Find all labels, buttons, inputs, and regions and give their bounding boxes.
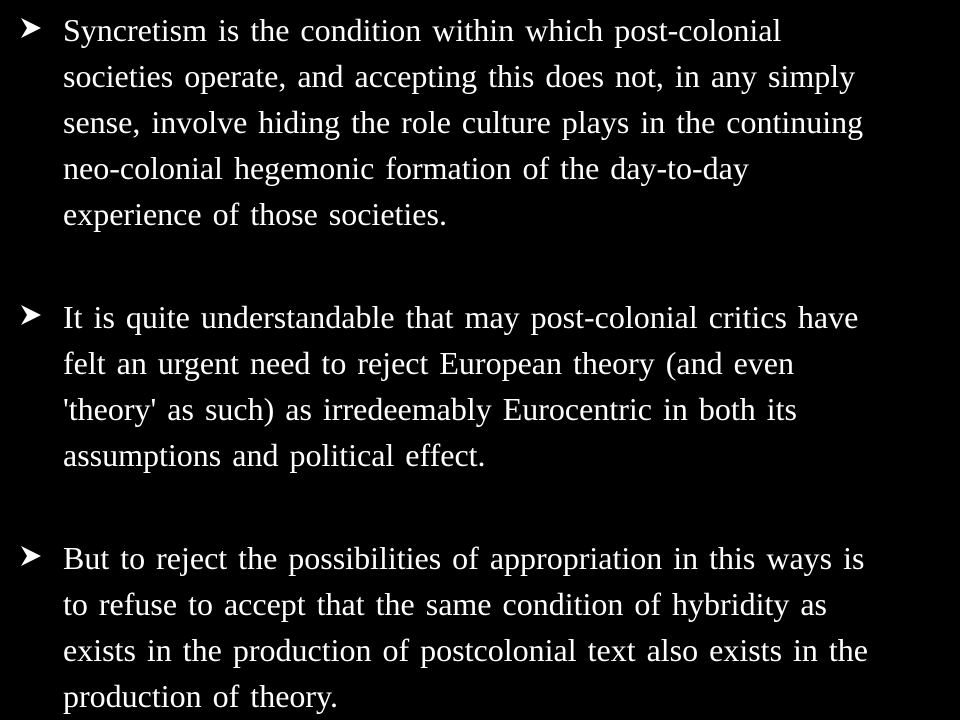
bullet-line: It is quite understandable that may post-colonial critics have (63, 299, 859, 335)
bullet-line: societies operate, and accepting this does not, in any simply (63, 58, 856, 94)
bullet-line: production of theory. (63, 678, 338, 714)
bullet-line: exists in the production of postcolonial text also exists in the (63, 632, 868, 668)
bullet-line: sense, involve hiding the role culture plays in the continuing (63, 104, 864, 140)
bullet-line: Syncretism is the condition within which post-colonial (63, 12, 782, 48)
bullet-line: to refuse to accept that the same condition of hybridity as (63, 586, 827, 622)
arrow-bullet-icon (18, 302, 44, 328)
bullet-text (63, 535, 960, 719)
bullet-line: felt an urgent need to reject European theory (and even (63, 345, 794, 381)
bullet-line: assumptions and political effect. (63, 437, 486, 473)
bullet-line: experience of those societies. (63, 196, 447, 232)
bullet-text (63, 294, 960, 478)
arrow-bullet-icon (18, 543, 44, 569)
bullet-line: neo-colonial hegemonic formation of the day-to-day (63, 150, 749, 186)
bullet-line: 'theory' as such) as irredeemably Eurocentric in both its (63, 391, 797, 427)
bullet-text (63, 7, 960, 237)
arrow-bullet-icon (18, 15, 44, 41)
bullet-line: But to reject the possibilities of appropriation in this ways is (63, 540, 865, 576)
